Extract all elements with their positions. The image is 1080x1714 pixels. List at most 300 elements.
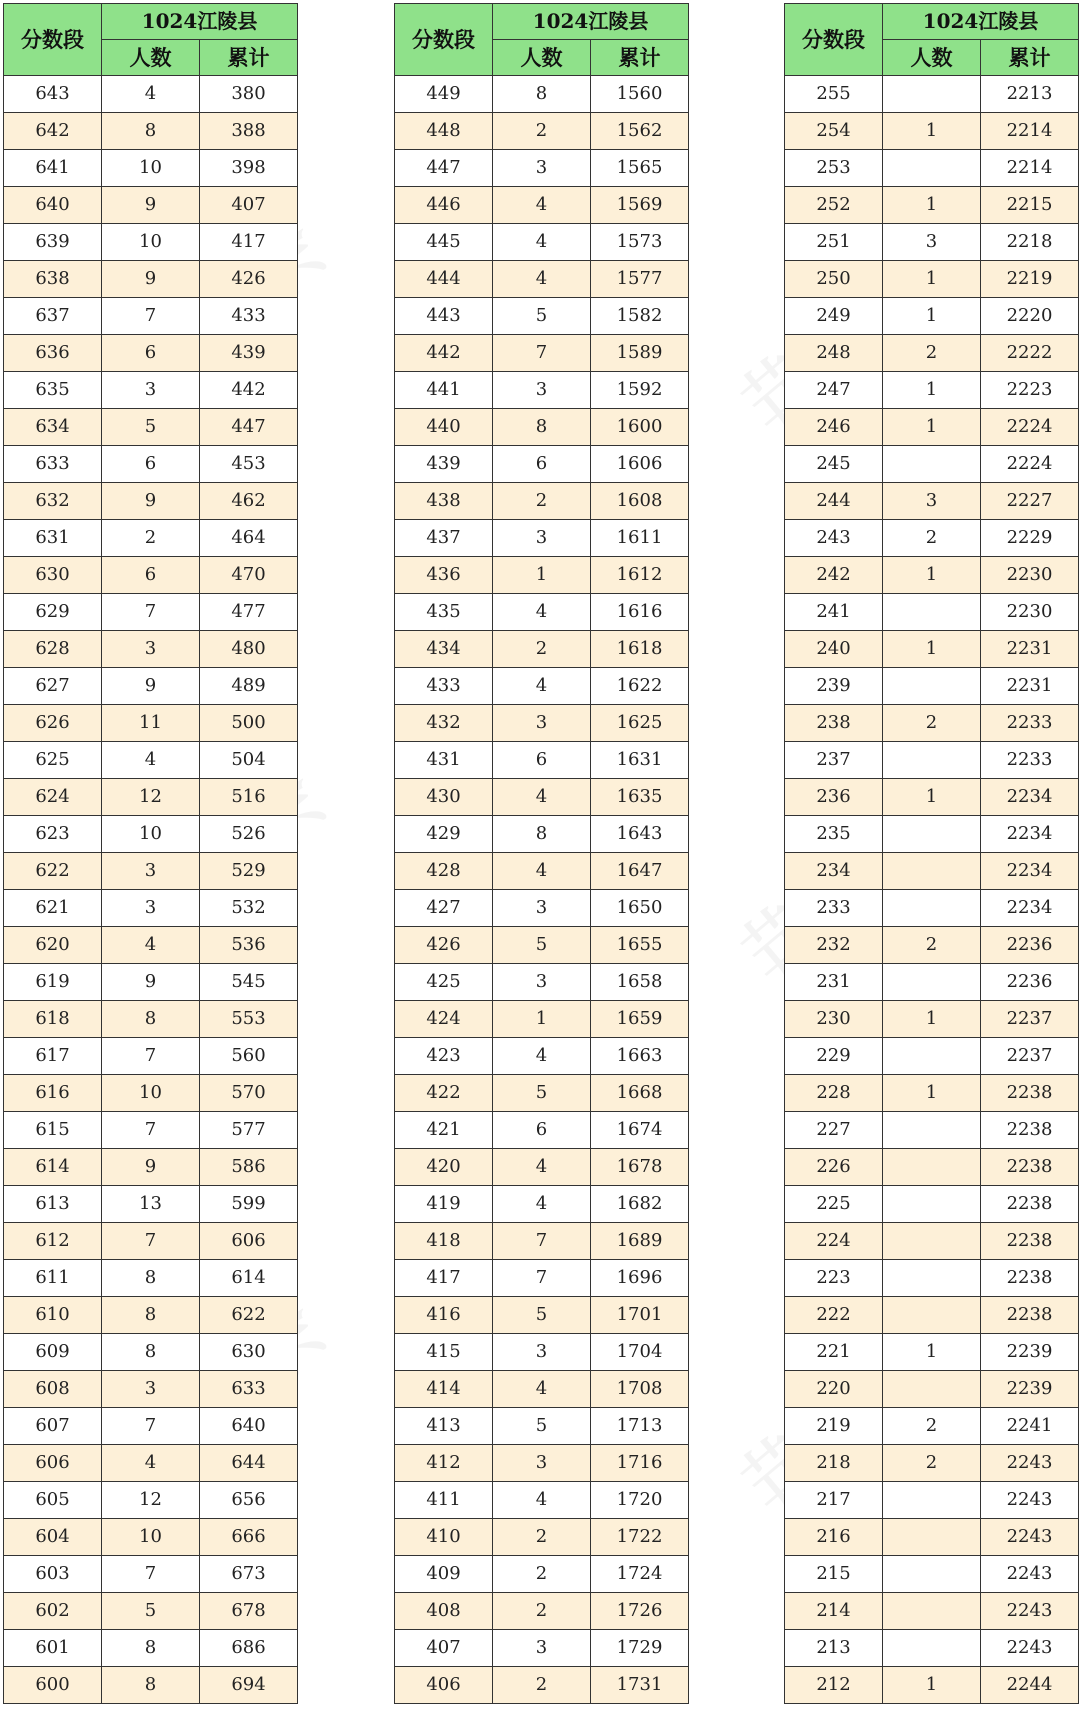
table-row	[395, 76, 689, 113]
cumulative-cell: 630	[200, 1334, 298, 1371]
table-row	[395, 631, 689, 668]
score-cell: 240	[785, 631, 883, 668]
cumulative-cell: 2219	[981, 261, 1079, 298]
count-cell: 2	[493, 1519, 591, 1556]
count-cell: 8	[102, 113, 200, 150]
score-cell: 412	[395, 1445, 493, 1482]
score-cell: 617	[4, 1038, 102, 1075]
table-row	[785, 1001, 1079, 1038]
count-cell: 3	[883, 483, 981, 520]
score-cell: 608	[4, 1371, 102, 1408]
table-row	[395, 705, 689, 742]
count-cell: 3	[883, 224, 981, 261]
table-row	[395, 1408, 689, 1445]
cumulative-cell: 2229	[981, 520, 1079, 557]
cumulative-cell: 1658	[591, 964, 689, 1001]
cumulative-cell: 1689	[591, 1223, 689, 1260]
table-row	[4, 1519, 298, 1556]
score-cell: 220	[785, 1371, 883, 1408]
cumulative-cell: 570	[200, 1075, 298, 1112]
count-cell: 4	[493, 594, 591, 631]
cumulative-cell: 1663	[591, 1038, 689, 1075]
score-cell: 439	[395, 446, 493, 483]
table-row	[395, 187, 689, 224]
score-cell: 245	[785, 446, 883, 483]
table-row	[785, 1667, 1079, 1704]
cumulative-cell: 614	[200, 1260, 298, 1297]
cumulative-cell: 2214	[981, 113, 1079, 150]
count-cell: 8	[493, 409, 591, 446]
cumulative-cell: 2233	[981, 742, 1079, 779]
table-row	[4, 1149, 298, 1186]
table-row	[785, 927, 1079, 964]
count-cell: 7	[102, 298, 200, 335]
score-cell: 605	[4, 1482, 102, 1519]
score-cell: 619	[4, 964, 102, 1001]
count-cell	[883, 446, 981, 483]
cumulative-cell: 1720	[591, 1482, 689, 1519]
score-cell: 430	[395, 779, 493, 816]
table-row	[4, 1186, 298, 1223]
table-row	[4, 76, 298, 113]
score-cell: 633	[4, 446, 102, 483]
count-cell: 5	[493, 1075, 591, 1112]
table-row	[785, 1297, 1079, 1334]
count-cell: 7	[102, 1408, 200, 1445]
count-cell: 6	[493, 446, 591, 483]
table-row	[395, 1075, 689, 1112]
table-row	[395, 335, 689, 372]
score-cell: 228	[785, 1075, 883, 1112]
cumulative-cell: 526	[200, 816, 298, 853]
cumulative-cell: 1701	[591, 1297, 689, 1334]
count-cell: 12	[102, 779, 200, 816]
count-cell	[883, 150, 981, 187]
count-cell: 4	[493, 187, 591, 224]
score-cell: 424	[395, 1001, 493, 1038]
cumulative-cell: 2213	[981, 76, 1079, 113]
cumulative-cell: 2238	[981, 1112, 1079, 1149]
count-cell: 4	[493, 1482, 591, 1519]
score-cell: 610	[4, 1297, 102, 1334]
table-row	[785, 446, 1079, 483]
cumulative-cell: 464	[200, 520, 298, 557]
table-row	[4, 853, 298, 890]
score-cell: 253	[785, 150, 883, 187]
cumulative-cell: 2214	[981, 150, 1079, 187]
count-cell: 9	[102, 1149, 200, 1186]
count-cell	[883, 1186, 981, 1223]
count-cell	[883, 1630, 981, 1667]
score-cell: 248	[785, 335, 883, 372]
cumulative-cell: 532	[200, 890, 298, 927]
cumulative-cell: 447	[200, 409, 298, 446]
table-row	[785, 890, 1079, 927]
score-cell: 431	[395, 742, 493, 779]
count-cell: 9	[102, 964, 200, 1001]
count-cell: 9	[102, 668, 200, 705]
header-score-segment: 分数段	[4, 4, 102, 76]
table-row	[4, 1371, 298, 1408]
cumulative-cell: 2237	[981, 1038, 1079, 1075]
count-cell: 6	[493, 1112, 591, 1149]
table-row	[785, 372, 1079, 409]
cumulative-cell: 2239	[981, 1334, 1079, 1371]
table-row	[4, 446, 298, 483]
count-cell: 3	[102, 1371, 200, 1408]
score-cell: 448	[395, 113, 493, 150]
count-cell: 1	[883, 1667, 981, 1704]
count-cell: 4	[493, 1186, 591, 1223]
score-cell: 600	[4, 1667, 102, 1704]
score-cell: 246	[785, 409, 883, 446]
table-row	[4, 1408, 298, 1445]
cumulative-cell: 1612	[591, 557, 689, 594]
cumulative-cell: 398	[200, 150, 298, 187]
score-cell: 607	[4, 1408, 102, 1445]
score-cell: 414	[395, 1371, 493, 1408]
score-cell: 413	[395, 1408, 493, 1445]
cumulative-cell: 2218	[981, 224, 1079, 261]
table-row	[785, 298, 1079, 335]
score-cell: 601	[4, 1630, 102, 1667]
count-cell: 3	[493, 372, 591, 409]
score-cell: 417	[395, 1260, 493, 1297]
score-cell: 226	[785, 1149, 883, 1186]
count-cell: 4	[493, 1038, 591, 1075]
cumulative-cell: 529	[200, 853, 298, 890]
score-cell: 237	[785, 742, 883, 779]
score-cell: 254	[785, 113, 883, 150]
table-row	[4, 261, 298, 298]
score-cell: 225	[785, 1186, 883, 1223]
cumulative-cell: 433	[200, 298, 298, 335]
cumulative-cell: 442	[200, 372, 298, 409]
count-cell: 9	[102, 261, 200, 298]
cumulative-cell: 599	[200, 1186, 298, 1223]
cumulative-cell: 1643	[591, 816, 689, 853]
score-cell: 438	[395, 483, 493, 520]
score-cell: 251	[785, 224, 883, 261]
cumulative-cell: 1674	[591, 1112, 689, 1149]
table-row	[395, 1371, 689, 1408]
cumulative-cell: 1618	[591, 631, 689, 668]
score-cell: 435	[395, 594, 493, 631]
table-row	[785, 1223, 1079, 1260]
count-cell: 6	[102, 557, 200, 594]
count-cell: 8	[493, 816, 591, 853]
cumulative-cell: 2238	[981, 1223, 1079, 1260]
table-row	[395, 1519, 689, 1556]
count-cell: 4	[102, 1445, 200, 1482]
score-cell: 620	[4, 927, 102, 964]
count-cell	[883, 816, 981, 853]
score-cell: 234	[785, 853, 883, 890]
score-table-1	[3, 3, 298, 1704]
cumulative-cell: 2243	[981, 1556, 1079, 1593]
cumulative-cell: 453	[200, 446, 298, 483]
table-row	[4, 779, 298, 816]
table-row	[785, 409, 1079, 446]
table-row	[395, 409, 689, 446]
count-cell: 8	[102, 1297, 200, 1334]
table-row	[785, 261, 1079, 298]
cumulative-cell: 2215	[981, 187, 1079, 224]
cumulative-cell: 2234	[981, 853, 1079, 890]
header-score-segment: 分数段	[785, 4, 883, 76]
score-cell: 212	[785, 1667, 883, 1704]
table-row	[395, 520, 689, 557]
score-cell: 437	[395, 520, 493, 557]
score-cell: 214	[785, 1593, 883, 1630]
score-cell: 249	[785, 298, 883, 335]
cumulative-cell: 678	[200, 1593, 298, 1630]
cumulative-cell: 2234	[981, 890, 1079, 927]
count-cell: 4	[493, 853, 591, 890]
table-row	[4, 1075, 298, 1112]
cumulative-cell: 1722	[591, 1519, 689, 1556]
table-row	[785, 335, 1079, 372]
table-row	[395, 1149, 689, 1186]
cumulative-cell: 2238	[981, 1186, 1079, 1223]
table-row	[395, 298, 689, 335]
table-row	[4, 150, 298, 187]
score-cell: 602	[4, 1593, 102, 1630]
table-row	[395, 1038, 689, 1075]
cumulative-cell: 2236	[981, 964, 1079, 1001]
table-row	[4, 372, 298, 409]
score-cell: 247	[785, 372, 883, 409]
score-cell: 642	[4, 113, 102, 150]
count-cell: 7	[102, 1556, 200, 1593]
count-cell	[883, 1260, 981, 1297]
cumulative-cell: 388	[200, 113, 298, 150]
count-cell	[883, 1149, 981, 1186]
cumulative-cell: 1616	[591, 594, 689, 631]
table-row	[395, 1556, 689, 1593]
count-cell: 12	[102, 1482, 200, 1519]
cumulative-cell: 633	[200, 1371, 298, 1408]
cumulative-cell: 1611	[591, 520, 689, 557]
cumulative-cell: 1635	[591, 779, 689, 816]
count-cell: 11	[102, 705, 200, 742]
table-row	[395, 779, 689, 816]
cumulative-cell: 1678	[591, 1149, 689, 1186]
count-cell	[883, 1371, 981, 1408]
table-row	[785, 1334, 1079, 1371]
table-row	[4, 705, 298, 742]
count-cell: 5	[493, 1297, 591, 1334]
count-cell: 5	[493, 298, 591, 335]
cumulative-cell: 1731	[591, 1667, 689, 1704]
score-cell: 606	[4, 1445, 102, 1482]
count-cell: 8	[102, 1001, 200, 1038]
count-cell: 3	[102, 631, 200, 668]
count-cell: 2	[102, 520, 200, 557]
count-cell: 7	[102, 1038, 200, 1075]
score-cell: 216	[785, 1519, 883, 1556]
score-cell: 449	[395, 76, 493, 113]
score-table-3	[784, 3, 1079, 1704]
table-row	[785, 1371, 1079, 1408]
count-cell	[883, 668, 981, 705]
score-cell: 229	[785, 1038, 883, 1075]
cumulative-cell: 666	[200, 1519, 298, 1556]
cumulative-cell: 2237	[981, 1001, 1079, 1038]
table-row	[4, 1112, 298, 1149]
table-row	[395, 816, 689, 853]
table-row	[4, 1667, 298, 1704]
count-cell: 2	[493, 631, 591, 668]
table-row	[785, 631, 1079, 668]
score-cell: 447	[395, 150, 493, 187]
cumulative-cell: 1650	[591, 890, 689, 927]
count-cell: 1	[883, 298, 981, 335]
count-cell	[883, 1556, 981, 1593]
count-cell: 3	[102, 890, 200, 927]
count-cell: 5	[493, 1408, 591, 1445]
count-cell: 7	[493, 1260, 591, 1297]
header-count: 人数	[493, 40, 591, 76]
table-row	[785, 1408, 1079, 1445]
score-cell: 626	[4, 705, 102, 742]
count-cell: 5	[102, 1593, 200, 1630]
count-cell: 1	[493, 557, 591, 594]
table-row	[785, 187, 1079, 224]
table-row	[785, 113, 1079, 150]
table-row	[395, 1186, 689, 1223]
score-cell: 637	[4, 298, 102, 335]
table-row	[395, 594, 689, 631]
count-cell: 8	[102, 1667, 200, 1704]
count-cell: 2	[883, 1408, 981, 1445]
cumulative-cell: 417	[200, 224, 298, 261]
score-cell: 227	[785, 1112, 883, 1149]
header-score-segment: 分数段	[395, 4, 493, 76]
count-cell: 3	[493, 1445, 591, 1482]
table-row	[785, 1630, 1079, 1667]
cumulative-cell: 577	[200, 1112, 298, 1149]
count-cell: 3	[493, 1630, 591, 1667]
score-cell: 638	[4, 261, 102, 298]
table-row	[395, 853, 689, 890]
score-cell: 616	[4, 1075, 102, 1112]
table-row	[4, 1630, 298, 1667]
table-row	[395, 1445, 689, 1482]
score-cell: 428	[395, 853, 493, 890]
cumulative-cell: 1592	[591, 372, 689, 409]
cumulative-cell: 2234	[981, 779, 1079, 816]
score-cell: 416	[395, 1297, 493, 1334]
count-cell: 5	[493, 927, 591, 964]
cumulative-cell: 673	[200, 1556, 298, 1593]
cumulative-cell: 1708	[591, 1371, 689, 1408]
table-row	[785, 816, 1079, 853]
table-row	[4, 594, 298, 631]
cumulative-cell: 1606	[591, 446, 689, 483]
header-county: 1024江陵县	[102, 4, 298, 40]
cumulative-cell: 536	[200, 927, 298, 964]
score-cell: 615	[4, 1112, 102, 1149]
count-cell: 7	[493, 335, 591, 372]
table-row	[395, 261, 689, 298]
cumulative-cell: 470	[200, 557, 298, 594]
score-cell: 230	[785, 1001, 883, 1038]
score-cell: 252	[785, 187, 883, 224]
score-cell: 231	[785, 964, 883, 1001]
cumulative-cell: 380	[200, 76, 298, 113]
table-row	[785, 1556, 1079, 1593]
score-cell: 624	[4, 779, 102, 816]
count-cell: 4	[493, 668, 591, 705]
score-cell: 239	[785, 668, 883, 705]
score-cell: 406	[395, 1667, 493, 1704]
cumulative-cell: 2238	[981, 1075, 1079, 1112]
cumulative-cell: 1577	[591, 261, 689, 298]
table-row	[395, 890, 689, 927]
score-cell: 423	[395, 1038, 493, 1075]
count-cell: 2	[883, 705, 981, 742]
count-cell: 3	[102, 853, 200, 890]
count-cell: 3	[493, 1334, 591, 1371]
count-cell: 4	[493, 1149, 591, 1186]
table-row	[785, 483, 1079, 520]
score-cell: 432	[395, 705, 493, 742]
count-cell: 2	[883, 520, 981, 557]
cumulative-cell: 2243	[981, 1519, 1079, 1556]
cumulative-cell: 426	[200, 261, 298, 298]
table-row	[395, 742, 689, 779]
score-cell: 232	[785, 927, 883, 964]
table-row	[4, 483, 298, 520]
cumulative-cell: 1696	[591, 1260, 689, 1297]
count-cell: 10	[102, 1075, 200, 1112]
score-cell: 434	[395, 631, 493, 668]
count-cell: 2	[493, 113, 591, 150]
table-row	[4, 520, 298, 557]
cumulative-cell: 1625	[591, 705, 689, 742]
score-cell: 639	[4, 224, 102, 261]
cumulative-cell: 477	[200, 594, 298, 631]
header-county: 1024江陵县	[493, 4, 689, 40]
count-cell: 4	[493, 224, 591, 261]
score-cell: 631	[4, 520, 102, 557]
cumulative-cell: 2244	[981, 1667, 1079, 1704]
score-table-2	[394, 3, 689, 1704]
table-row	[785, 76, 1079, 113]
score-cell: 419	[395, 1186, 493, 1223]
score-cell: 243	[785, 520, 883, 557]
cumulative-cell: 1573	[591, 224, 689, 261]
count-cell	[883, 742, 981, 779]
score-cell: 622	[4, 853, 102, 890]
cumulative-cell: 1716	[591, 1445, 689, 1482]
table-row	[785, 853, 1079, 890]
score-cell: 609	[4, 1334, 102, 1371]
cumulative-cell: 2238	[981, 1149, 1079, 1186]
count-cell: 13	[102, 1186, 200, 1223]
table-row	[785, 594, 1079, 631]
cumulative-cell: 1589	[591, 335, 689, 372]
count-cell: 8	[102, 1334, 200, 1371]
cumulative-cell: 1668	[591, 1075, 689, 1112]
cumulative-cell: 622	[200, 1297, 298, 1334]
header-count: 人数	[102, 40, 200, 76]
cumulative-cell: 2231	[981, 631, 1079, 668]
score-cell: 625	[4, 742, 102, 779]
count-cell: 6	[493, 742, 591, 779]
count-cell: 10	[102, 1519, 200, 1556]
